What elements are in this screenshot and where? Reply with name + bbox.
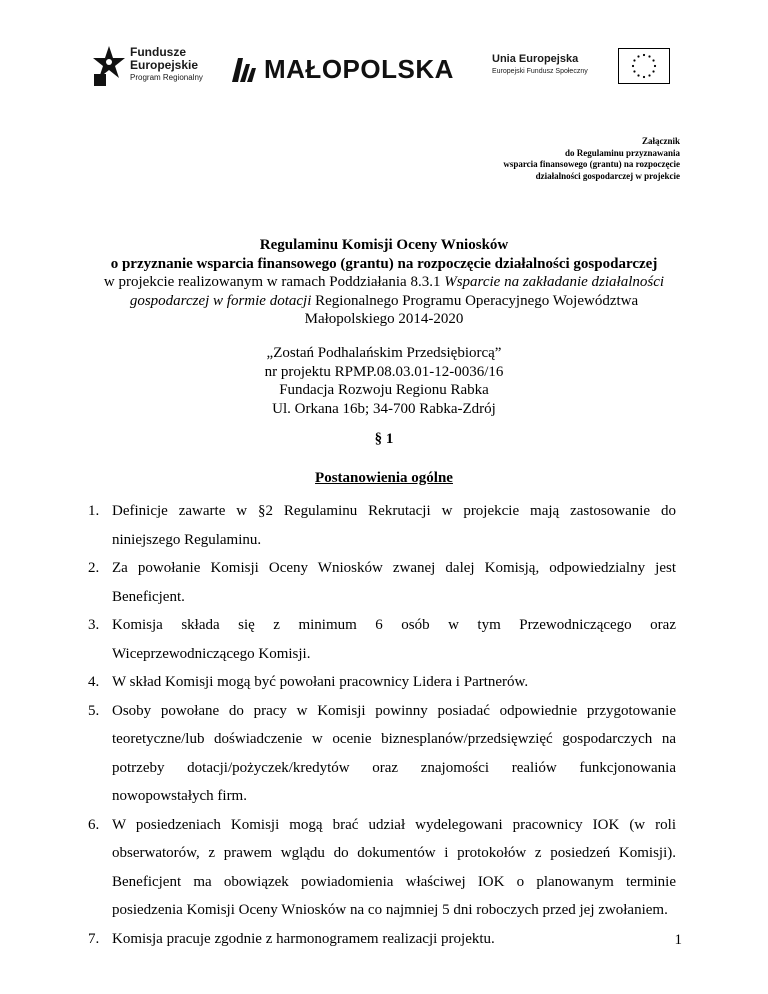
list-item-line: Osoby powołane do pracy w Komisji powinny posiadać odpowiednie przygotowanie [112, 702, 676, 719]
list-item-number: 1. [88, 503, 100, 519]
eu-star-icon [648, 55, 650, 57]
title-line5: Małopolskiego 2014-2020 [304, 311, 464, 327]
list-item [88, 925, 676, 954]
eu-star-icon [633, 59, 635, 61]
eu-star-icon [632, 65, 634, 67]
list-item [88, 811, 676, 925]
list-item-line: Komisja pracuje zgodnie z harmonogramem realizacji projektu. [112, 930, 495, 947]
title-line4 [80, 292, 688, 311]
eu-star-icon [652, 59, 654, 61]
list-item-line: W skład Komisji mogą być powołani pracownicy Lidera i Partnerów. [112, 674, 529, 690]
eu-logo-line1: Unia Europejska [492, 53, 579, 65]
list-item-line: niniejszego Regulaminu. [112, 531, 262, 548]
eu-star-icon [637, 55, 639, 57]
list-item-line: potrzeby dotacji/pożyczek/kredytów oraz znajomości realiów funkcjonowania [112, 759, 676, 776]
eu-star-icon [648, 74, 650, 76]
list-item-line: Beneficjent. [112, 588, 185, 605]
list-item [88, 554, 676, 611]
section-heading: Postanowienia ogólne [315, 470, 453, 486]
list-item-number: 3. [88, 617, 100, 633]
list-item-number: 4. [88, 674, 100, 690]
list-item-number: 5. [88, 702, 100, 719]
title-line3 [80, 273, 688, 292]
list-item [88, 697, 676, 811]
annex-note [503, 136, 680, 182]
list-item-line: Definicje zawarte w §2 Regulaminu Rekrutacji w projekcie mają zastosowanie do [112, 503, 676, 519]
list-item-number: 6. [88, 816, 100, 833]
title-line1: Regulaminu Komisji Oceny Wniosków [259, 237, 509, 253]
title-line3-italic: Wsparcie na zakładanie działalności [444, 274, 665, 290]
header-logos [92, 40, 672, 90]
eu-star-icon [643, 54, 645, 56]
list-item-number: 7. [88, 930, 100, 947]
fe-logo-line3: Program Regionalny [130, 73, 203, 82]
project-org: Fundacja Rozwoju Regionu Rabka [279, 382, 489, 398]
eu-star-icon [654, 65, 656, 67]
eu-flag-icon [618, 48, 670, 84]
fundusze-europejskie-logo [92, 44, 242, 88]
eu-star-icon [633, 70, 635, 72]
eu-star-icon [637, 74, 639, 76]
title-line4-italic: gospodarczej w formie dotacji [129, 292, 312, 309]
list-item [88, 497, 676, 554]
list-item-line: nowopowstałych firm. [112, 788, 247, 804]
annex-line: Załącznik [641, 136, 680, 146]
list-item-line: Wiceprzewodniczącego Komisji. [112, 645, 311, 662]
list-item-line: Komisja składa się z minimum 6 osób w tym Przewodniczącego oraz [112, 617, 676, 633]
list-item-line: obserwatorów, z prawem wglądu do dokumentów i protokołów z posiedzeń Komisji). [112, 845, 676, 861]
list-item-line: posiedzenia Komisji Oceny Wniosków na co najmniej 5 dni roboczych przed jej zwołaniem. [112, 902, 668, 918]
annex-line: działalności gospodarczej w projekcie [535, 170, 680, 181]
fe-logo-line1: Fundusze [130, 45, 186, 59]
title-line2: o przyznanie wsparcia finansowego (grantu) na rozpoczęcie działalności gospodarczej [110, 255, 658, 272]
list-item [88, 668, 676, 697]
document-title [80, 236, 688, 329]
section-number: § 1 [374, 431, 394, 447]
eu-star-icon [643, 76, 645, 78]
fe-logo-line2: Europejskie [130, 58, 199, 72]
title-line3-pre: w projekcie realizowanym w ramach Poddziałania 8.3.1 [103, 274, 445, 290]
project-number: nr projektu RPMP.08.03.01-12-0036/16 [264, 363, 504, 380]
fe-star-icon [92, 44, 126, 88]
list-item-line: Beneficjent ma obowiązek powiadomienia właściwej IOK o planowanym terminie [112, 873, 676, 890]
eu-star-icon [652, 70, 654, 72]
page-number: 1 [674, 932, 682, 948]
eu-logo [492, 48, 672, 88]
title-line4-post: Regionalnego Programu Operacyjnego Województwa [311, 292, 639, 309]
annex-line: wsparcia finansowego (grantu) na rozpoczęcie [503, 159, 680, 169]
project-name: „Zostań Podhalańskim Przedsiębiorcą” [266, 345, 502, 361]
list-item-number: 2. [88, 560, 100, 576]
annex-line: do Regulaminu przyznawania [564, 147, 680, 158]
eu-logo-line2: Europejski Fundusz Społeczny [492, 68, 588, 75]
list-item-line: Za powołanie Komisji Oceny Wniosków zwanej dalej Komisją, odpowiedzialny jest [112, 560, 676, 576]
project-address: Ul. Orkana 16b; 34-700 Rabka-Zdrój [272, 400, 496, 417]
project-info [80, 344, 688, 418]
malopolska-logo-text: MAŁOPOLSKA [264, 54, 454, 84]
malopolska-mark-icon [230, 56, 258, 82]
provisions-list [88, 497, 676, 953]
list-item-line: W posiedzeniach Komisji mogą brać udział wydelegowani pracownicy IOK (w roli [112, 816, 676, 833]
list-item [88, 611, 676, 668]
list-item-line: teoretyczne/lub doświadczenie w ocenie biznesplanów/przedsięwzięć gospodarczych na [112, 731, 676, 747]
